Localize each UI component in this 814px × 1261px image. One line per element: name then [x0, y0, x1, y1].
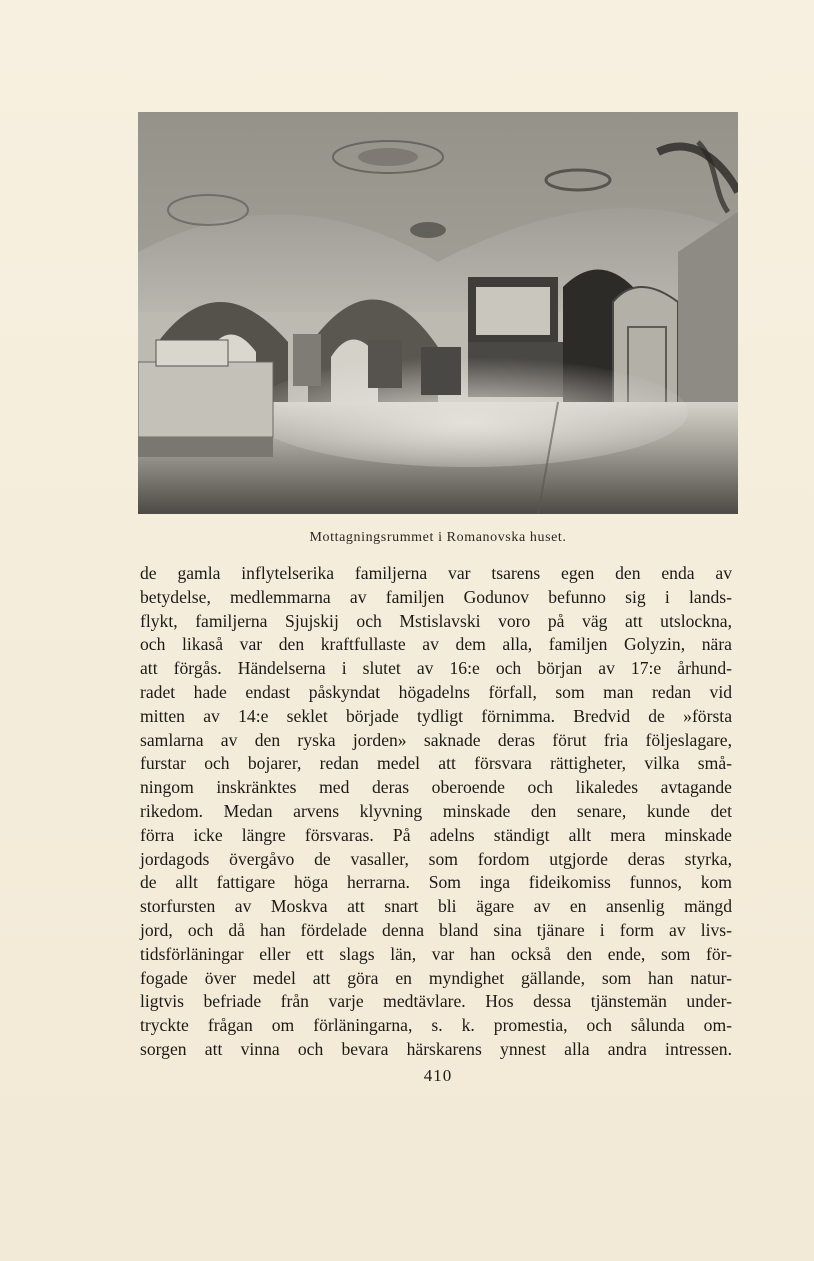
text-line: sorgen att vinna och bevara härskarens ynnest alla andra intressen. [140, 1038, 732, 1059]
text-line: furstar och bojarer, redan medel att försvara rättigheter, vilka små- [140, 753, 732, 774]
text-line: fogade över medel att göra en myndighet gällande, som han natur- [140, 967, 732, 988]
text-line: tryckte frågan om förläningarna, s. k. promestia, och sålunda om- [140, 1015, 732, 1036]
text-line: ningom inskränktes med deras oberoende och likaledes avtagande [140, 777, 732, 798]
text-line: jord, och då han fördelade denna bland sina tjänare i form av livs- [140, 919, 732, 940]
text-line: att förgås. Händelserna i slutet av 16:e och början av 17:e århund- [140, 658, 732, 679]
text-line: tidsförläningar eller ett slags län, var han också den ende, som för- [140, 943, 732, 964]
text-line: betydelse, medlemmarna av familjen Godunov befunno sig i lands- [140, 586, 732, 607]
text-line: rikedom. Medan arvens klyvning minskade den senare, kunde det [140, 800, 732, 821]
photograph-illustration [138, 112, 738, 514]
text-line: flykt, familjerna Sjujskij och Mstislavski voro på väg att utslockna, [140, 610, 732, 631]
photo-caption: Mottagningsrummet i Romanovska huset. [309, 530, 567, 545]
text-line: och likaså var den kraftfullaste av dem alla, familjen Golyzin, nära [140, 634, 732, 655]
page-number: 410 [423, 1066, 453, 1085]
text-line: samlarna av den ryska jorden» saknade deras förut fria följeslagare, [140, 729, 732, 750]
text-line: de allt fattigare höga herrarna. Som inga fideikomiss funnos, kom [140, 872, 732, 893]
text-line: mitten av 14:e seklet började tydligt förnimma. Bredvid de »första [140, 705, 732, 726]
text-line: ligtvis befriade från varje medtävlare. Hos dessa tjänstemän under- [140, 991, 732, 1012]
text-line: de gamla inflytelserika familjerna var tsarens egen den enda av [140, 563, 732, 583]
text-line: jordagods övergåvo de vasaller, som fordom utgjorde deras styrka, [140, 848, 732, 869]
body-paragraph [140, 562, 732, 1062]
vaulted-room-photograph [138, 112, 738, 514]
text-line: förra icke längre försvaras. På adelns ständigt allt mera minskade [140, 824, 732, 845]
text-line: radet hade endast påskyndat högadelns förfall, som man redan vid [140, 681, 732, 702]
text-line: storfursten av Moskva att snart bli ägare av en ansenlig mängd [140, 896, 732, 917]
